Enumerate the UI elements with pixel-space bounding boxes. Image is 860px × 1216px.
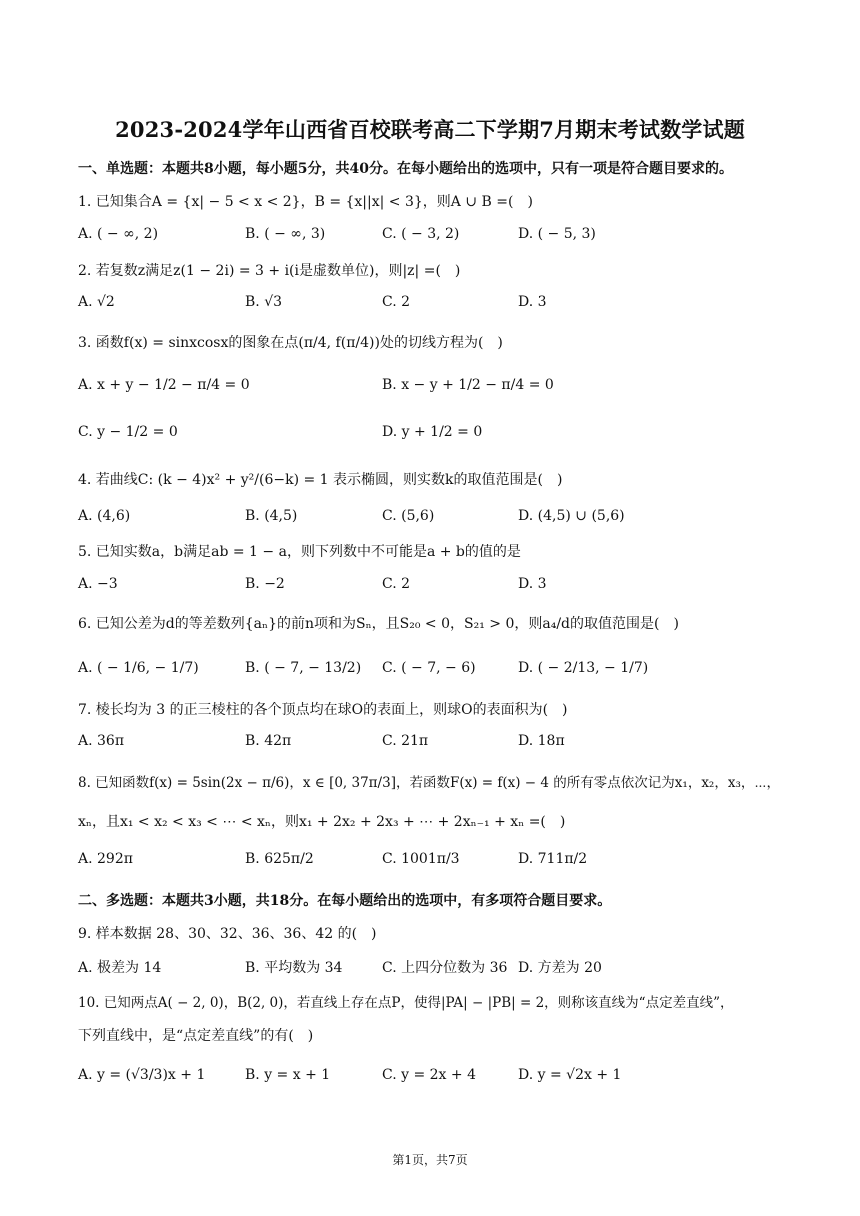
- q8-option-d: D. 711π/2: [518, 851, 588, 867]
- q10-option-d: D. y = √2x + 1: [518, 1067, 622, 1083]
- q5-option-d: D. 3: [518, 576, 547, 592]
- q5-option-a: A. −3: [78, 576, 118, 592]
- q3-option-b: B. x − y + 1/2 − π/4 = 0: [382, 377, 554, 393]
- q8-option-c: C. 1001π/3: [382, 851, 460, 867]
- q9-option-c: C. 上四分位数为 36: [382, 960, 508, 976]
- q3-option-d: D. y + 1/2 = 0: [382, 424, 483, 440]
- q2-option-a: A. √2: [78, 294, 115, 310]
- question-5: 5. 已知实数a，b满足ab = 1 − a，则下列数中不可能是a + b的值的是: [78, 544, 521, 560]
- question-4: 4. 若曲线C: (k − 4)x² + y²/(6−k) = 1 表示椭圆，则实数k的取值范围是( ): [78, 472, 563, 488]
- q9-option-d: D. 方差为 20: [518, 960, 602, 976]
- q7-option-d: D. 18π: [518, 733, 565, 749]
- q3-option-c: C. y − 1/2 = 0: [78, 424, 178, 440]
- q4-option-d: D. (4,5) ∪ (5,6): [518, 508, 625, 524]
- q10-option-a: A. y = (√3/3)x + 1: [78, 1067, 206, 1083]
- q8-option-a: A. 292π: [78, 851, 133, 867]
- q6-option-c: C. ( − 7, − 6): [382, 660, 476, 676]
- q2-option-d: D. 3: [518, 294, 547, 310]
- q5-option-b: B. −2: [245, 576, 285, 592]
- question-7: 7. 棱长均为 3 的正三棱柱的各个顶点均在球O的表面上，则球O的表面积为( ): [78, 702, 568, 718]
- q1-option-a: A. ( − ∞, 2): [78, 226, 159, 242]
- q9-option-a: A. 极差为 14: [78, 960, 162, 976]
- q1-option-c: C. ( − 3, 2): [382, 226, 460, 242]
- q4-option-c: C. (5,6): [382, 508, 435, 524]
- q8-option-b: B. 625π/2: [245, 851, 314, 867]
- q2-option-b: B. √3: [245, 294, 283, 310]
- q6-option-d: D. ( − 2/13, − 1/7): [518, 660, 649, 676]
- question-3: 3. 函数f(x) = sinxcosx的图象在点(π/4, f(π/4))处的切线方程为( ): [78, 335, 503, 351]
- question-10-line-2: 下列直线中，是“点定差直线”的有( ): [78, 1028, 314, 1044]
- question-9: 9. 样本数据 28、30、32、36、36、42 的( ): [78, 926, 377, 942]
- page-footer: 第1页，共7页: [392, 1153, 468, 1167]
- section-heading-multiple-choice: 二、多选题：本题共3小题，共18分。在每小题给出的选项中，有多项符合题目要求。: [78, 893, 612, 909]
- q10-option-c: C. y = 2x + 4: [382, 1067, 476, 1083]
- q7-option-c: C. 21π: [382, 733, 429, 749]
- q6-option-a: A. ( − 1/6, − 1/7): [78, 660, 199, 676]
- question-1: 1. 已知集合A = {x| − 5 < x < 2}，B = {x||x| < 3}，则A ∪ B =( ): [78, 194, 533, 210]
- q2-option-c: C. 2: [382, 294, 411, 310]
- question-8: 8. 已知函数f(x) = 5sin(2x − π/6)，x ∈ [0, 37π/3]，若函数F(x) = f(x) − 4 的所有零点依次记为x₁，x₂，x₃，⋯，: [78, 775, 781, 791]
- q7-option-b: B. 42π: [245, 733, 292, 749]
- q3-option-a: A. x + y − 1/2 − π/4 = 0: [78, 377, 250, 393]
- q9-option-b: B. 平均数为 34: [245, 960, 343, 976]
- question-10: 10. 已知两点A( − 2, 0)，B(2, 0)，若直线上存在点P，使得|PA| − |PB| = 2，则称该直线为“点定差直线”，: [78, 995, 734, 1011]
- q7-option-a: A. 36π: [78, 733, 125, 749]
- section-heading-single-choice: 一、单选题：本题共8小题，每小题5分，共40分。在每小题给出的选项中，只有一项是符合题目要求的。: [78, 161, 733, 177]
- q6-option-b: B. ( − 7, − 13/2): [245, 660, 362, 676]
- q4-option-a: A. (4,6): [78, 508, 131, 524]
- q1-option-b: B. ( − ∞, 3): [245, 226, 326, 242]
- q10-option-b: B. y = x + 1: [245, 1067, 331, 1083]
- page-title: 2023-2024学年山西省百校联考高二下学期7月期末考试数学试题: [115, 117, 745, 142]
- q1-option-d: D. ( − 5, 3): [518, 226, 596, 242]
- question-2: 2. 若复数z满足z(1 − 2i) = 3 + i(i是虚数单位)，则|z| =( ): [78, 263, 461, 279]
- q4-option-b: B. (4,5): [245, 508, 298, 524]
- question-8-line-2: xₙ，且x₁ < x₂ < x₃ < ⋯ < xₙ，则x₁ + 2x₂ + 2x₃ + ⋯ + 2xₙ₋₁ + xₙ =( ): [78, 814, 566, 830]
- q5-option-c: C. 2: [382, 576, 411, 592]
- question-6: 6. 已知公差为d的等差数列{aₙ}的前n项和为Sₙ，且S₂₀ < 0，S₂₁ > 0，则a₄/d的取值范围是( ): [78, 616, 679, 632]
